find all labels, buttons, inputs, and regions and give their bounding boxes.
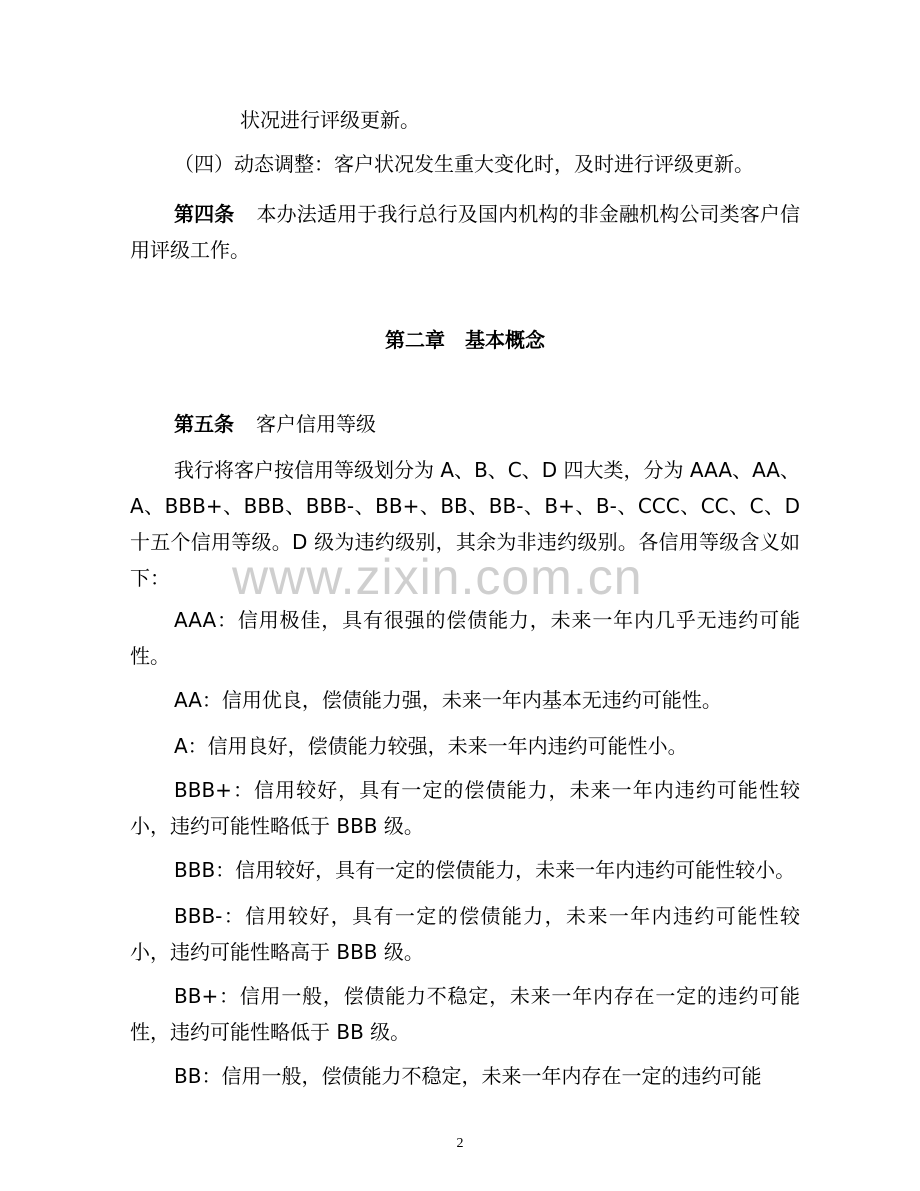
rating-bbb: BBB：信用较好，具有一定的偿债能力，未来一年内违约可能性较小。 xyxy=(174,858,796,882)
rating-intro-paragraph: 我行将客户按信用等级划分为 A、B、C、D 四大类，分为 AAA、AA、A、BBB+、BBB、BBB-、BB+、BB、BB-、B+、B-、CCC、CC、C、D 十五个信用等级。D 级为违约级别，其余为非违约级别。各信用等级含义如下： xyxy=(130,458,800,590)
article-4 xyxy=(130,196,800,268)
chapter-title: 第二章 基本概念 xyxy=(385,328,545,352)
paragraph-continuation: 状况进行评级更新。 xyxy=(240,108,420,132)
rating-bb: BB：信用一般，偿债能力不稳定，未来一年内存在一定的违约可能 xyxy=(174,1064,762,1088)
rating-aa: AA：信用优良，偿债能力强，未来一年内基本无违约可能性。 xyxy=(174,688,722,712)
rating-bbb-minus: BBB-：信用较好，具有一定的偿债能力，未来一年内违约可能性较小，违约可能性略高于 BBB 级。 xyxy=(130,904,800,964)
rating-bb-plus: BB+：信用一般，偿债能力不稳定，未来一年内存在一定的违约可能性，违约可能性略低于 BB 级。 xyxy=(130,984,800,1044)
watermark: www.zixin.com.cn xyxy=(232,549,643,605)
rating-a: A：信用良好，偿债能力较强，未来一年内违约可能性小。 xyxy=(174,734,688,758)
article-5-text: 客户信用等级 xyxy=(256,412,376,436)
rating-bbb-plus: BBB+：信用较好，具有一定的偿债能力，未来一年内违约可能性较小，违约可能性略低于 BBB 级。 xyxy=(130,778,800,838)
paragraph-dynamic-adjustment: （四）动态调整：客户状况发生重大变化时，及时进行评级更新。 xyxy=(174,152,754,176)
article-4-text: 本办法适用于我行总行及国内机构的非金融机构公司类客户信用评级工作。 xyxy=(130,202,801,262)
rating-aaa: AAA：信用极佳，具有很强的偿债能力，未来一年内几乎无违约可能性。 xyxy=(130,608,800,668)
article-4-heading: 第四条 xyxy=(174,202,235,226)
article-5 xyxy=(130,406,800,442)
page-number: 2 xyxy=(456,1136,464,1151)
article-5-heading: 第五条 xyxy=(174,412,234,436)
